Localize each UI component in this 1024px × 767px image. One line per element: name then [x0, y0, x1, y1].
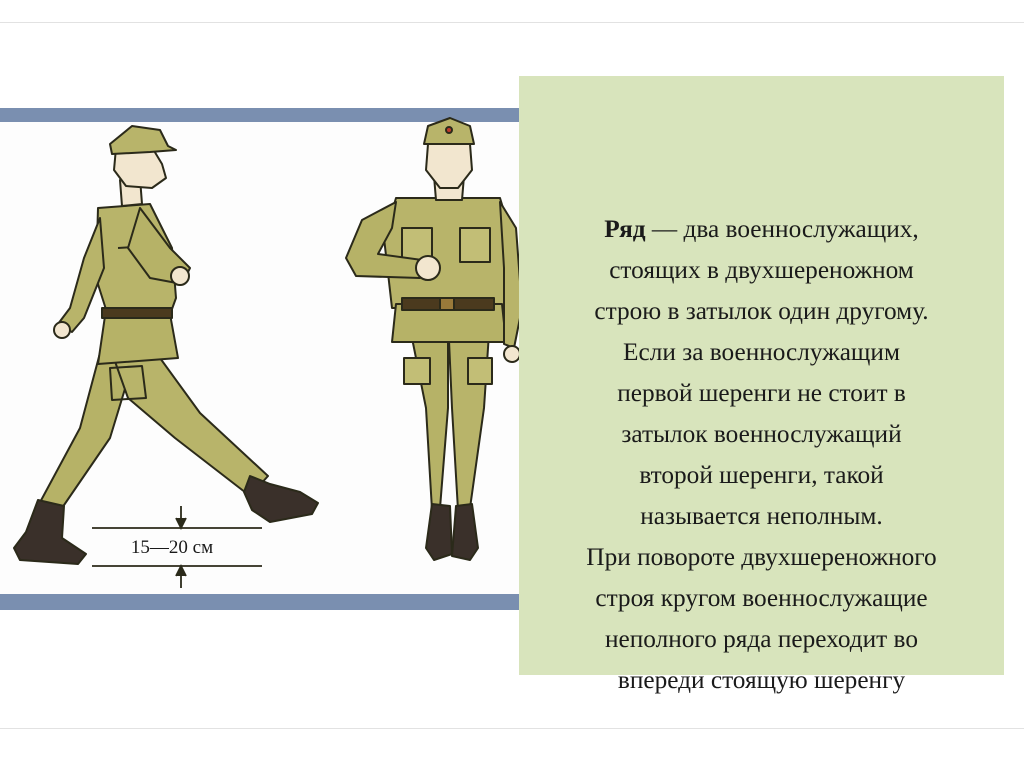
definition-line: второй шеренги, такой [639, 461, 884, 489]
definition-panel [519, 76, 1004, 694]
definition-text [519, 209, 1004, 701]
definition-line: впереди стоящую шеренгу [617, 666, 906, 694]
definition-line: стоящих в двухшереножном [609, 256, 914, 284]
definition-line: При повороте двухшереножного [586, 543, 937, 571]
definition-line: затылок военнослужащий [621, 420, 902, 448]
standing-soldier-figure [346, 118, 522, 560]
soldiers-drawing [0, 108, 525, 610]
bottom-frame-bar [0, 594, 525, 610]
definition-first-line [519, 209, 1004, 250]
definition-line: — два военнослужащих, [645, 215, 919, 243]
definition-line: неполного ряда переходит во [605, 625, 918, 653]
definition-line: первой шеренги не стоит в [617, 379, 906, 407]
bottom-rule [0, 728, 1024, 729]
top-rule [0, 22, 1024, 23]
definition-term: Ряд [604, 215, 646, 243]
definition-line: строя кругом военнослужащие [595, 584, 928, 612]
definition-line: называется неполным. [640, 502, 883, 530]
measure-label: 15—20 см [130, 537, 214, 558]
definition-line: строю в затылок один другому. [594, 297, 929, 325]
definition-line: Если за военнослужащим [623, 338, 900, 366]
marching-soldier-figure [14, 126, 318, 564]
soldiers-illustration [0, 108, 525, 610]
